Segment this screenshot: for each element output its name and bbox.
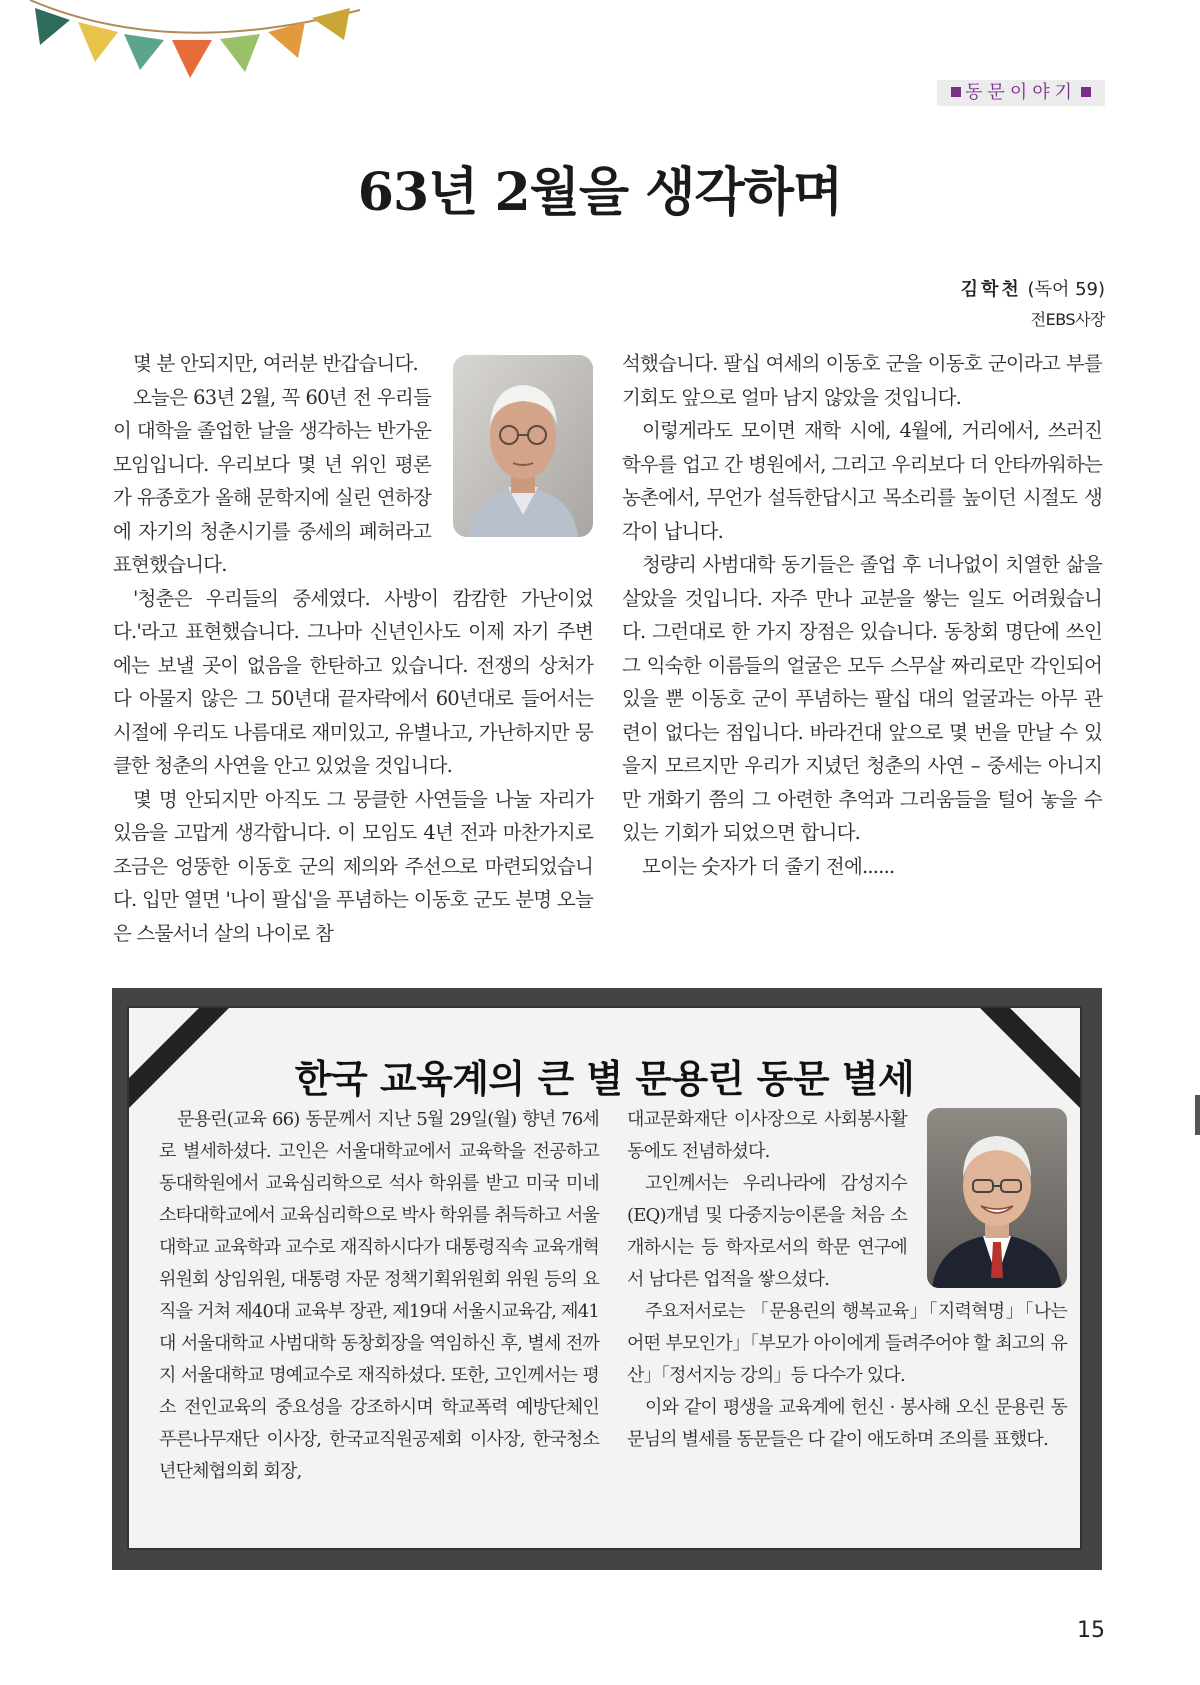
author-role: 전EBS사장 (1030, 310, 1105, 329)
square-bullet-icon (951, 87, 961, 97)
section-tag (937, 80, 1105, 106)
bunting-flag (312, 8, 350, 40)
page-edge-mark (1195, 1095, 1200, 1135)
author-name: 김학천 (960, 279, 1022, 300)
obituary-paragraph: 주요저서로는 「문용린의 행복교육」「지력혁명」「나는 어떤 부모인가」「부모가 아이에게 들려주어야 할 최고의 유산」「정서지능 강의」등 다수가 있다. (627, 1301, 1067, 1386)
obituary-inner-panel (127, 1006, 1082, 1550)
article-title: 63년 2월을 생각하며 (357, 162, 843, 223)
author-photo (453, 355, 593, 537)
author-byline (961, 275, 1105, 330)
section-tag-label: 동문이야기 (965, 82, 1077, 103)
bunting-flag (124, 34, 164, 70)
square-bullet-icon (1081, 87, 1091, 97)
article-paragraph: 이렇게라도 모이면 재학 시에, 4월에, 거리에서, 쓰러진 학우를 업고 간 병원에서, 그리고 우리보다 더 안타까워하는 농촌에서, 무언가 설득한답시고 목소리를 높이던 시절도 생각이 납니다. (622, 419, 1102, 543)
author-affiliation: (독어 59) (1027, 279, 1105, 300)
portrait-elderly-man-icon (453, 355, 593, 537)
article-paragraph: 석했습니다. 팔십 여세의 이동호 군을 이동호 군이라고 부를 기회도 앞으로 얼마 남지 않았을 것입니다. (622, 352, 1102, 409)
obituary-paragraph: 고인께서는 우리나라에 감성지수(EQ)개념 및 다중지능이론을 처음 소개하시는 등 학자로서의 학문 연구에서 남다른 업적을 쌓으셨다. (627, 1173, 907, 1290)
obituary-box (112, 988, 1102, 1570)
obituary-title: 한국 교육계의 큰 별 문용린 동문 별세 (294, 1056, 915, 1101)
article-paragraph: 몇 명 안되지만 아직도 그 뭉클한 사연들을 나눌 자리가 있음을 고맙게 생각합니다. 이 모임도 4년 전과 마찬가지로 조금은 엉뚱한 이동호 군의 제의와 주선으로 마련되었습니다. 입만 열면 '나이 팔십'을 푸념하는 이동호 군도 분명 오늘은 스물서너 살의 나이로 참 (113, 787, 593, 945)
article-paragraph: 청량리 사범대학 동기들은 졸업 후 너나없이 치열한 삶을 살았을 것입니다. 자주 만나 교분을 쌓는 일도 어려웠습니다. 그런대로 한 가지 장점은 있습니다. 동창회 명단에 쓰인 그 익숙한 이름들의 얼굴은 모두 스무살 짜리로만 각인되어 있을 뿐 이동호 군이 푸념하는 팔십 대의 얼굴과는 아무 관련이 없다는 점입니다. 바라건대 앞으로 몇 번을 만날 수 있을지 모르지만 우리가 지녔던 청춘의 사연 – 중세는 아니지만 개화기 쯤의 그 아련한 추억과 그리움들을 털어 놓을 수 있는 기회가 되었으면 합니다. (622, 553, 1102, 844)
article-paragraph: 모이는 숫자가 더 줄기 전에...... (642, 854, 895, 878)
obituary-column-left (159, 1104, 599, 1488)
article-column-right (622, 347, 1102, 883)
bunting-flag (172, 40, 212, 78)
article-paragraph: 오늘은 63년 2월, 꼭 60년 전 우리들이 대학을 졸업한 날을 생각하는 반가운 모임입니다. 우리보다 몇 년 위인 평론가 유종호가 올해 문학지에 실린 연하장에 자기의 청춘시기를 중세의 폐허라고 표현했습니다. (113, 385, 431, 576)
bunting-flag (78, 22, 118, 62)
deceased-photo (927, 1108, 1067, 1288)
article-paragraph: 몇 분 안되지만, 여러분 반갑습니다. (133, 352, 418, 375)
obituary-paragraph: 문용린(교육 66) 동문께서 지난 5월 29일(월) 향년 76세로 별세하셨다. 고인은 서울대학교에서 교육학을 전공하고 동대학원에서 교육심리학으로 석사 학위를 받고 미국 미네소타대학교에서 교육심리학으로 박사 학위를 취득하고 서울대학교 교육학과 교수로 재직하시다가 대통령직속 교육개혁위원회 상임위원, 대통령 자문 정책기획위원회 위원 등의 요직을 거쳐 제40대 교육부 장관, 제19대 서울시교육감, 제41대 서울대학교 사범대학 동창회장을 역임하신 후, 별세 전까지 서울대학교 명예교수로 재직하셨다. 또한, 고인께서는 평소 전인교육의 중요성을 강조하시며 학교폭력 예방단체인 푸른나무재단 이사장, 한국교직원공제회 이사장, 한국청소년단체협의회 회장, (159, 1109, 599, 1482)
obituary-paragraph: 이와 같이 평생을 교육계에 헌신 · 봉사해 오신 문용린 동문님의 별세를 동문들은 다 같이 애도하며 조의를 표했다. (627, 1397, 1067, 1450)
page-number: 15 (1077, 1618, 1105, 1643)
article-column-left (113, 347, 593, 950)
bunting-flag (220, 34, 260, 72)
bunting-decoration (0, 0, 360, 90)
obituary-paragraph: 대교문화재단 이사장으로 사회봉사활동에도 전념하셨다. (627, 1109, 907, 1162)
obituary-column-right (627, 1104, 1067, 1456)
portrait-smiling-man-suit-icon (927, 1108, 1067, 1288)
article-paragraph: '청춘은 우리들의 중세였다. 사방이 캄캄한 가난이었다.'라고 표현했습니다. 그나마 신년인사도 이제 자기 주변에는 보낼 곳이 없음을 한탄하고 있습니다. 전쟁의 상처가 다 아물지 않은 그 50년대 끝자락에서 60년대로 들어서는 시절에 우리도 나름대로 재미있고, 유별나고, 가난하지만 뭉클한 청춘의 사연을 안고 있었을 것입니다. (113, 586, 593, 777)
